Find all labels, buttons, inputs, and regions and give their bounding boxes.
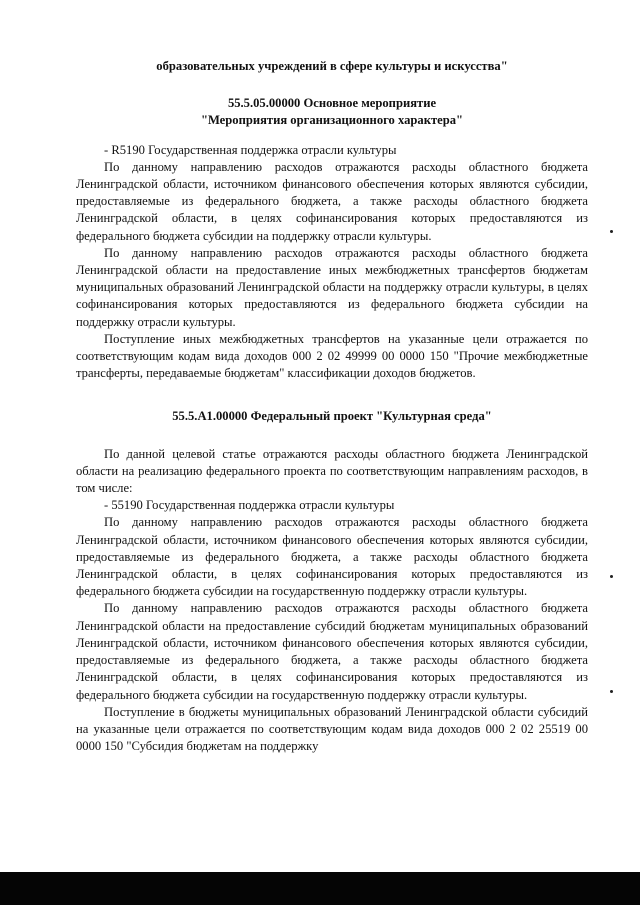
section2-paragraph: По данному направлению расходов отражаются расходы областного бюджета Ленинградской области на предоставление субсидий бюджетам муниципальных образований Ленинградской области, источником финансового обеспечения которых являются субсидии, предоставляемые из федерального бюджета, а также расходы областного бюджета Ленинградской области, в целях софинансирования которых предоставляются из федерального бюджета субсидии на государственную поддержку отрасли культуры. bbox=[76, 601, 588, 702]
section1-paragraph: По данному направлению расходов отражаются расходы областного бюджета Ленинградской области, источником финансового обеспечения которых являются субсидии, предоставляемые из федерального бюджета, а также расходы областного бюджета Ленинградской области, в целях софинансирования которых предоставляются из федерального бюджета субсидии на поддержку отрасли культуры. bbox=[76, 159, 588, 243]
section1-heading-title: "Мероприятия организационного характера" bbox=[200, 113, 464, 128]
scan-speck bbox=[610, 230, 613, 233]
section2-heading: 55.5.А1.00000 Федеральный проект "Культурная среда" bbox=[172, 409, 492, 424]
section1-heading-code: 55.5.05.00000 Основное мероприятие bbox=[227, 96, 437, 111]
document-body bbox=[76, 58, 588, 755]
scan-speck bbox=[610, 690, 613, 693]
continued-title-line: образовательных учреждений в сфере культуры и искусства" bbox=[156, 59, 508, 73]
section2-item-code: - 55190 Государственная поддержка отрасли культуры bbox=[104, 498, 395, 513]
section1-item-code: - R5190 Государственная поддержка отрасли культуры bbox=[104, 142, 397, 157]
scan-black-border bbox=[0, 872, 640, 905]
section1-paragraph: Поступление иных межбюджетных трансфертов на указанные цели отражается по соответствующим кодам вида доходов 000 2 02 49999 00 0000 150 "Прочие межбюджетные трансферты, передаваемые бюджетам" классификации доходов бюджетов. bbox=[76, 331, 588, 381]
scan-speck bbox=[610, 575, 613, 578]
section2-paragraph: Поступление в бюджеты муниципальных образований Ленинградской области субсидий на указанные цели отражается по соответствующим кодам вида доходов 000 2 02 25519 00 0000 150 "Субсидия бюджетам на поддержку bbox=[76, 704, 588, 754]
section2-paragraph: По данной целевой статье отражаются расходы областного бюджета Ленинградской области на реализацию федерального проекта по соответствующим направлениям расходов, в том числе: bbox=[76, 446, 588, 496]
section2-paragraph: По данному направлению расходов отражаются расходы областного бюджета Ленинградской области, источником финансового обеспечения которых являются субсидии, предоставляемые из федерального бюджета, а также расходы областного бюджета Ленинградской области, в целях софинансирования которых предоставляются из федерального бюджета субсидии на государственную поддержку отрасли культуры. bbox=[76, 515, 588, 599]
section1-paragraph: По данному направлению расходов отражаются расходы областного бюджета Ленинградской области на предоставление иных межбюджетных трансфертов бюджетам муниципальных образований Ленинградской области на поддержку отрасли культуры, в целях софинансирования которых предоставляются из федерального бюджета субсидии на поддержку отрасли культуры. bbox=[76, 245, 588, 329]
